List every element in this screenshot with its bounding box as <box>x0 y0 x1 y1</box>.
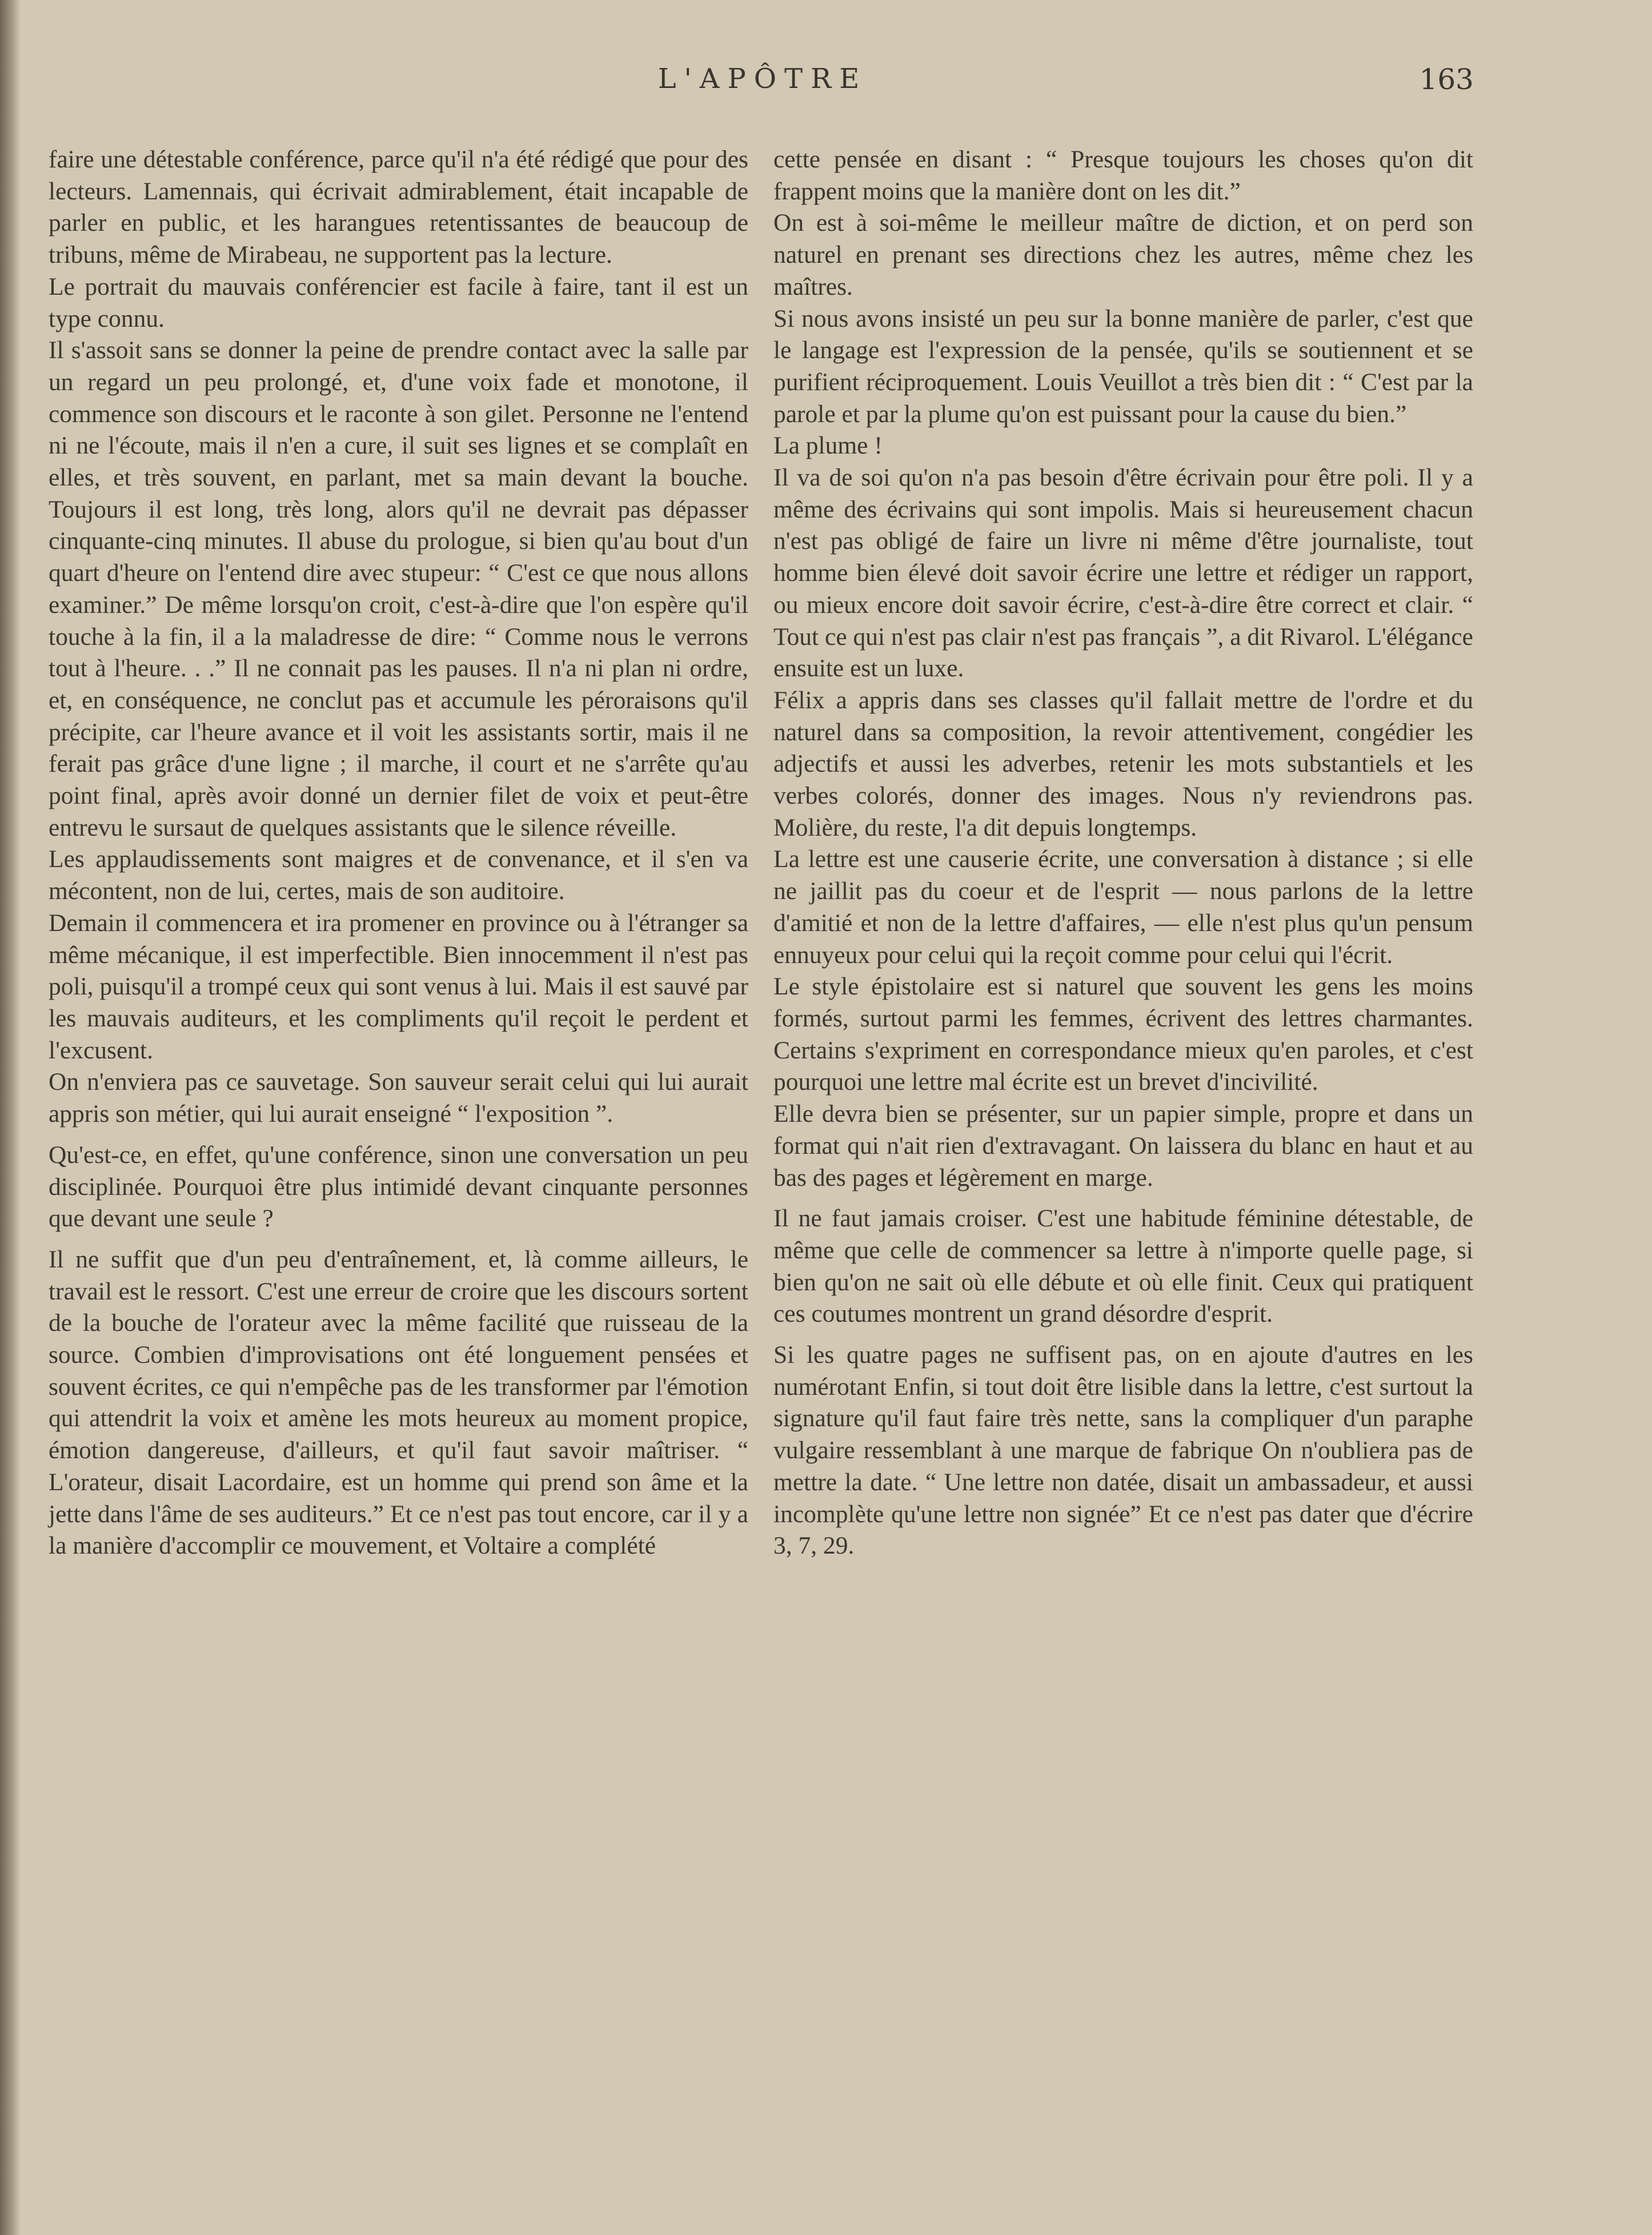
paragraph: Il s'assoit sans se donner la peine de prendre contact avec la salle par un regard un peu prolongé, et, d'une voix fade et monotone, il commence son discours et le raconte à son gilet. Personne ne l'entend ni ne l'écoute, mais il n'en a cure, il suit ses lignes et se complaît en elles, et très souvent, en parlant, met sa main devant la bouche. Toujours il est long, très long, alors qu'il ne devrait pas dépasser cinquante-cinq minutes. Il abuse du prologue, si bien qu'au bout d'un quart d'heure on l'entend dire avec stupeur: “ C'est ce que nous allons examiner.” De même lorsqu'on croit, c'est-à-dire que l'on espère qu'il touche à la fin, il a la maladresse de dire: “ Comme nous le verrons tout à l'heure. . .” Il ne connait pas les pauses. Il n'a ni plan ni ordre, et, en conséquence, ne conclut pas et accumule les péroraisons qu'il précipite, car l'heure avance et il voit les assistants sortir, mais il ne ferait pas grâce d'une ligne ; il marche, il court et ne s'arrête qu'au point final, après avoir donné un dernier filet de voix et peut-être entrevu le sursaut de quelques assistants que le silence réveille. <box>49 336 748 841</box>
paragraph: La lettre est une causerie écrite, une conversation à distance ; si elle ne jaillit pas du coeur et de l'esprit — nous parlons de la lettre d'amitié et non de la lettre d'affaires, — elle n'est plus qu'un pensum ennuyeux pour celui qui la reçoit comme pour celui qui l'écrit. <box>773 845 1473 969</box>
paragraph: Le portrait du mauvais conférencier est facile à faire, tant il est un type connu. <box>49 272 748 332</box>
paragraph: Il ne suffit que d'un peu d'entraînement, et, là comme ailleurs, le travail est le ressort. C'est une erreur de croire que les discours sortent de la bouche de l'orateur avec la même facilité que ruisseau de la source. Combien d'improvisations ont été longuement pensées et souvent écrites, ce qui n'empêche pas de les transformer par l'émotion qui attendrit la voix et amène les mots heureux au moment propice, émotion dangereuse, d'ailleurs, et qu'il faut savoir maîtriser. “ L'orateur, disait Lacordaire, est un homme qui prend son âme et la jette dans l'âme de ses auditeurs.” Et ce n'est pas tout encore, car il y a la manière d'accomplir ce mouvement, et Voltaire a complété <box>49 1245 748 1560</box>
page-binding-shadow <box>0 0 21 2235</box>
paragraph: Il va de soi qu'on n'a pas besoin d'être écrivain pour être poli. Il y a même des écrivains qui sont impolis. Mais si heureusement chacun n'est pas obligé de faire un livre ni même d'être journaliste, tout homme bien élevé doit savoir écrire une lettre et rédiger un rapport, ou mieux encore doit savoir écrire, c'est-à-dire être correct et clair. “ Tout ce qui n'est pas clair n'est pas français ”, a dit Rivarol. L'élégance ensuite est un luxe. <box>773 464 1473 683</box>
right-column <box>773 144 1473 1562</box>
paragraph: On est à soi-même le meilleur maître de diction, et on perd son naturel en prenant ses directions chez les autres, même chez les maîtres. <box>773 209 1473 300</box>
paragraph: Les applaudissements sont maigres et de convenance, et il s'en va mécontent, non de lui, certes, mais de son auditoire. <box>49 845 748 905</box>
paragraph: Qu'est-ce, en effet, qu'une conférence, sinon une conversation un peu disciplinée. Pourquoi être plus intimidé devant cinquante personnes que devant une seule ? <box>49 1141 748 1233</box>
left-column <box>49 144 748 1562</box>
paragraph: Le style épistolaire est si naturel que souvent les gens les moins formés, surtout parmi les femmes, écrivent des lettres charmantes. Certains s'expriment en correspondance mieux qu'en paroles, et c'est pourquoi une lettre mal écrite est un brevet d'incivilité. <box>773 973 1473 1096</box>
paragraph: Elle devra bien se présenter, sur un papier simple, propre et dans un format qui n'ait rien d'extravagant. On laissera du blanc en haut et au bas des pages et légèrement en marge. <box>773 1100 1473 1191</box>
page-header <box>51 63 1474 114</box>
paragraph: Demain il commencera et ira promener en province ou à l'étranger sa même mécanique, il est imperfectible. Bien innocemment il n'est pas poli, puisqu'il a trompé ceux qui sont venus à lui. Mais il est sauvé par les mauvais auditeurs, et les compliments qu'il reçoit le perdent et l'excusent. <box>49 909 748 1064</box>
paragraph: Si les quatre pages ne suffisent pas, on en ajoute d'autres en les numérotant Enfin, si tout doit être lisible dans la lettre, c'est surtout la signature qu'il faut faire très nette, sans la compliquer d'un paraphe vulgaire ressemblant à une marque de fabrique On n'oubliera pas de mettre la date. “ Une lettre non datée, disait un ambassadeur, et aussi incomplète qu'une lettre non signée” Et ce n'est pas dater que d'écrire 3, 7, 29. <box>773 1341 1473 1560</box>
paragraph: On n'enviera pas ce sauvetage. Son sauveur serait celui qui lui aurait appris son métier, qui lui aurait enseigné “ l'exposition ”. <box>49 1068 748 1128</box>
paragraph: Il ne faut jamais croiser. C'est une habitude féminine détestable, de même que celle de commencer sa lettre à n'importe quelle page, si bien qu'on ne sait où elle débute et où elle finit. Ceux qui pratiquent ces coutumes montrent un grand désordre d'esprit. <box>773 1205 1473 1328</box>
running-title: L'APÔTRE <box>657 63 868 95</box>
paragraph: Félix a appris dans ses classes qu'il fallait mettre de l'ordre et du naturel dans sa composition, la revoir attentivement, congédier les adjectifs et aussi les adverbes, retenir les mots substantiels et les verbes colorés, donner des images. Nous n'y reviendrons pas. Molière, du reste, l'a dit depuis longtemps. <box>773 686 1473 841</box>
paragraph: Si nous avons insisté un peu sur la bonne manière de parler, c'est que le langage est l'expression de la pensée, qu'ils se soutiennent et se purifient réciproquement. Louis Veuillot a très bien dit : “ C'est par la parole et par la plume qu'on est puissant pour la cause du bien.” <box>773 304 1473 428</box>
paragraph: cette pensée en disant : “ Presque toujours les choses qu'on dit frappent moins que la manière dont on les dit.” <box>773 146 1473 205</box>
paragraph: La plume ! <box>773 432 883 460</box>
page-number: 163 <box>1419 63 1474 96</box>
paragraph: faire une détestable conférence, parce qu'il n'a été rédigé que pour des lecteurs. Lamennais, qui écrivait admirablement, était incapable de parler en public, et les harangues retentissantes de beaucoup de tribuns, même de Mirabeau, ne supportent pas la lecture. <box>49 146 748 269</box>
